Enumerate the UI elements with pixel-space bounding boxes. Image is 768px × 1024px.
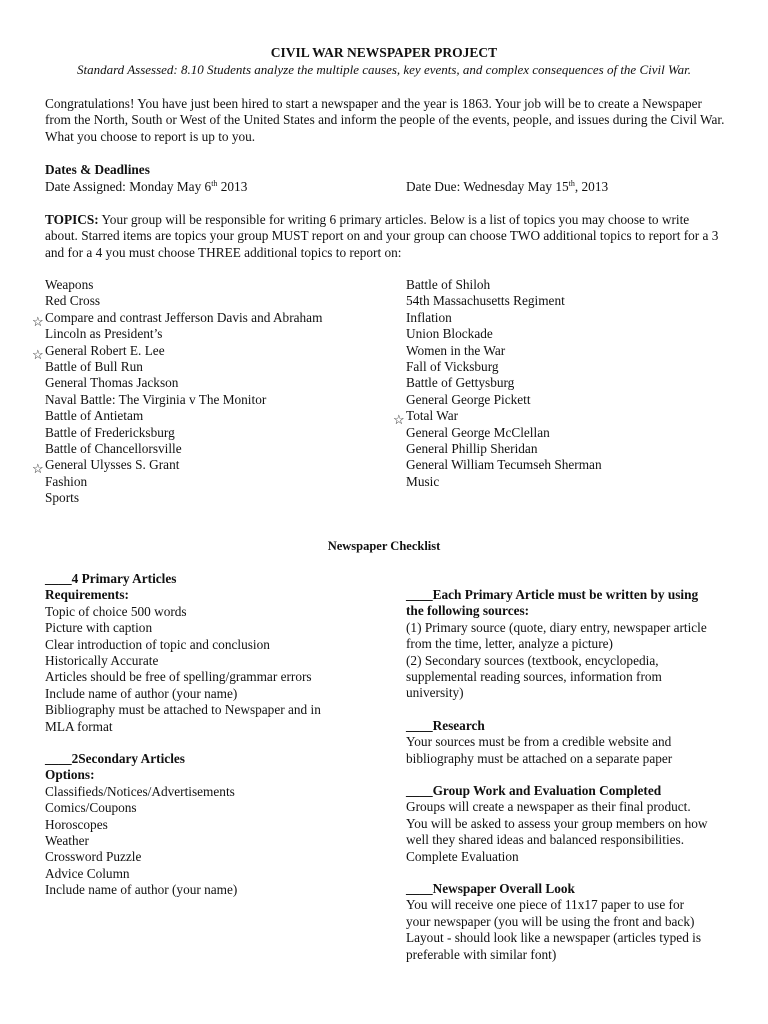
topic-item bbox=[406, 457, 602, 473]
topic-label: Inflation bbox=[406, 309, 452, 325]
requirement-item: MLA format bbox=[45, 718, 113, 734]
topic-item bbox=[32, 342, 322, 362]
text-line: Your sources must be from a credible website and bbox=[406, 734, 672, 750]
overall-look-block bbox=[406, 881, 726, 963]
requirement-item: Articles should be free of spelling/grammar errors bbox=[45, 669, 312, 685]
secondary-options-list bbox=[45, 784, 365, 899]
group-work-block bbox=[406, 783, 726, 865]
topic-item bbox=[406, 359, 602, 375]
topic-item bbox=[406, 392, 602, 408]
topic-item bbox=[406, 375, 602, 391]
topic-item bbox=[393, 408, 602, 428]
topic-label: General Phillip Sheridan bbox=[406, 440, 538, 456]
topic-item bbox=[406, 293, 602, 309]
topic-item bbox=[45, 490, 322, 506]
topic-item bbox=[406, 310, 602, 326]
date-due-sup: th bbox=[568, 179, 575, 188]
sources-text bbox=[406, 620, 726, 702]
topic-item bbox=[45, 408, 322, 424]
text-line: university) bbox=[406, 685, 464, 701]
topic-label: Battle of Shiloh bbox=[406, 277, 491, 292]
star-icon: ☆ bbox=[32, 313, 44, 329]
topic-label: Battle of Gettysburg bbox=[406, 375, 515, 391]
dates-heading: Dates & Deadlines bbox=[45, 162, 150, 177]
topic-item bbox=[45, 293, 322, 309]
topic-item bbox=[406, 277, 602, 293]
topic-item bbox=[406, 326, 602, 342]
topic-label: Music bbox=[406, 473, 440, 489]
requirement-item: Topic of choice 500 words bbox=[45, 603, 187, 619]
requirement-item: Bibliography must be attached to Newspaper and in bbox=[45, 702, 321, 718]
topic-label: Weapons bbox=[45, 277, 94, 292]
topic-label: Women in the War bbox=[406, 342, 506, 358]
text-line: from the time, letter, analyze a picture) bbox=[406, 636, 613, 652]
topic-label: Battle of Fredericksburg bbox=[45, 424, 175, 440]
text-line: Complete Evaluation bbox=[406, 848, 519, 864]
topic-label: General William Tecumseh Sherman bbox=[406, 457, 602, 473]
topic-item bbox=[45, 392, 322, 408]
requirement-item: Picture with caption bbox=[45, 620, 153, 636]
text-line: (2) Secondary sources (textbook, encyclopedia, bbox=[406, 652, 659, 668]
topic-item bbox=[32, 457, 322, 477]
text-line: bibliography must be attached on a separate paper bbox=[406, 750, 673, 766]
topic-label: Battle of Antietam bbox=[45, 408, 144, 424]
topics-list-left bbox=[32, 277, 323, 506]
option-item: Comics/Coupons bbox=[45, 800, 137, 816]
option-item: Weather bbox=[45, 833, 89, 849]
text-line: your newspaper (you will be using the front and back) bbox=[406, 913, 695, 929]
overall-look-text bbox=[406, 897, 726, 963]
standard-assessed: Standard Assessed: 8.10 Students analyze the multiple causes, key events, and complex consequences of the Civil War. bbox=[76, 62, 691, 77]
date-due bbox=[406, 179, 608, 195]
topic-label: Compare and contrast Jefferson Davis and Abraham bbox=[45, 309, 323, 325]
overall-look-heading: ____Newspaper Overall Look bbox=[406, 881, 575, 896]
topic-label: Naval Battle: The Virginia v The Monitor bbox=[45, 391, 267, 407]
option-item: Advice Column bbox=[45, 865, 130, 881]
text-line: You will receive one piece of 11x17 paper to use for bbox=[406, 897, 685, 913]
topic-label: Red Cross bbox=[45, 293, 101, 309]
option-item: Horoscopes bbox=[45, 816, 108, 832]
text-line: preferable with similar font) bbox=[406, 946, 557, 962]
sources-block bbox=[406, 587, 726, 702]
text-line: Layout - should look like a newspaper (articles typed is bbox=[406, 930, 702, 946]
topic-item bbox=[406, 441, 602, 457]
intro-text: Congratulations! You have just been hired to start a newspaper and the year is 1863. Your job will be to create a Newspaper from the North, South or West of the United States and inform the people of the events, people, and issues during the Civil War. What you choose to report is up to you. bbox=[45, 96, 725, 144]
topic-label: General George Pickett bbox=[406, 391, 531, 407]
date-assigned bbox=[45, 179, 247, 195]
topic-label: General Robert E. Lee bbox=[45, 342, 165, 358]
primary-requirements-label: Requirements: bbox=[45, 587, 129, 603]
topic-item bbox=[406, 474, 602, 490]
topic-label: 54th Massachusetts Regiment bbox=[406, 293, 565, 309]
date-assigned-sup: th bbox=[211, 179, 218, 188]
date-due-text: Date Due: Wednesday May 15 bbox=[406, 179, 569, 194]
secondary-articles-heading: ____2Secondary Articles bbox=[45, 751, 185, 766]
topic-item bbox=[45, 375, 322, 391]
page-title: CIVIL WAR NEWSPAPER PROJECT bbox=[270, 45, 498, 60]
topics-paragraph bbox=[45, 212, 725, 261]
sources-heading-line-1: ____Each Primary Article must be written by using bbox=[406, 587, 699, 602]
date-assigned-text: Date Assigned: Monday May 6 bbox=[45, 179, 212, 194]
topic-label: Fall of Vicksburg bbox=[406, 358, 499, 374]
topic-item bbox=[406, 425, 602, 441]
primary-requirements-list bbox=[45, 604, 365, 735]
text-line: supplemental reading sources, information from bbox=[406, 669, 662, 685]
topic-label: General Thomas Jackson bbox=[45, 375, 179, 391]
topic-item bbox=[45, 425, 322, 441]
intro-paragraph bbox=[45, 96, 725, 145]
primary-articles-heading: ____4 Primary Articles bbox=[45, 571, 177, 586]
topic-label: Battle of Chancellorsville bbox=[45, 440, 182, 456]
text-line: Groups will create a newspaper as their final product. bbox=[406, 799, 691, 815]
group-work-heading: ____Group Work and Evaluation Completed bbox=[406, 783, 662, 798]
star-icon: ☆ bbox=[393, 412, 405, 428]
research-block bbox=[406, 718, 726, 767]
checklist-title: Newspaper Checklist bbox=[327, 539, 441, 553]
topics-text: Your group will be responsible for writing 6 primary articles. Below is a list of topics you may choose to write about. Starred items are topics your group MUST report on and your group can choose TWO additional topics to report for a 3 and for a 4 you must choose THREE additional topics to report on: bbox=[45, 212, 719, 260]
secondary-articles-block bbox=[45, 751, 365, 899]
star-icon: ☆ bbox=[32, 461, 44, 477]
text-line: (1) Primary source (quote, diary entry, newspaper article bbox=[406, 619, 707, 635]
option-item: Classifieds/Notices/Advertisements bbox=[45, 783, 235, 799]
topic-label: General Ulysses S. Grant bbox=[45, 457, 180, 473]
date-assigned-year: 2013 bbox=[217, 179, 248, 194]
topic-item bbox=[45, 277, 322, 293]
topics-label: TOPICS: bbox=[45, 212, 99, 227]
topic-item bbox=[45, 359, 322, 375]
topic-item bbox=[45, 326, 322, 342]
topics-list-right bbox=[393, 277, 602, 490]
topic-label: Total War bbox=[406, 408, 459, 424]
topic-label: Fashion bbox=[45, 473, 88, 489]
primary-articles-block bbox=[45, 571, 365, 735]
text-line: You will be asked to assess your group members on how bbox=[406, 815, 708, 831]
topic-label: Battle of Bull Run bbox=[45, 358, 143, 374]
text-line: well they shared ideas and balanced responsibilities. bbox=[406, 832, 685, 848]
research-text bbox=[406, 734, 726, 767]
research-heading: ____Research bbox=[406, 718, 485, 733]
star-icon: ☆ bbox=[32, 346, 44, 362]
secondary-options-label: Options: bbox=[45, 767, 95, 783]
sources-heading-line-2: the following sources: bbox=[406, 603, 530, 619]
option-item: Include name of author (your name) bbox=[45, 882, 238, 898]
topic-label: Sports bbox=[45, 490, 79, 506]
topic-item bbox=[406, 343, 602, 359]
topic-item bbox=[32, 309, 323, 329]
topic-label: Union Blockade bbox=[406, 326, 493, 342]
date-due-year: , 2013 bbox=[574, 179, 609, 194]
requirement-item: Include name of author (your name) bbox=[45, 685, 238, 701]
requirement-item: Clear introduction of topic and conclusion bbox=[45, 636, 270, 652]
topic-label: General George McClellan bbox=[406, 424, 550, 440]
option-item: Crossword Puzzle bbox=[45, 849, 142, 865]
group-work-text bbox=[406, 799, 726, 865]
topic-item bbox=[45, 441, 322, 457]
topic-item bbox=[45, 474, 322, 490]
requirement-item: Historically Accurate bbox=[45, 653, 159, 669]
topic-label: Lincoln as President’s bbox=[45, 326, 163, 342]
